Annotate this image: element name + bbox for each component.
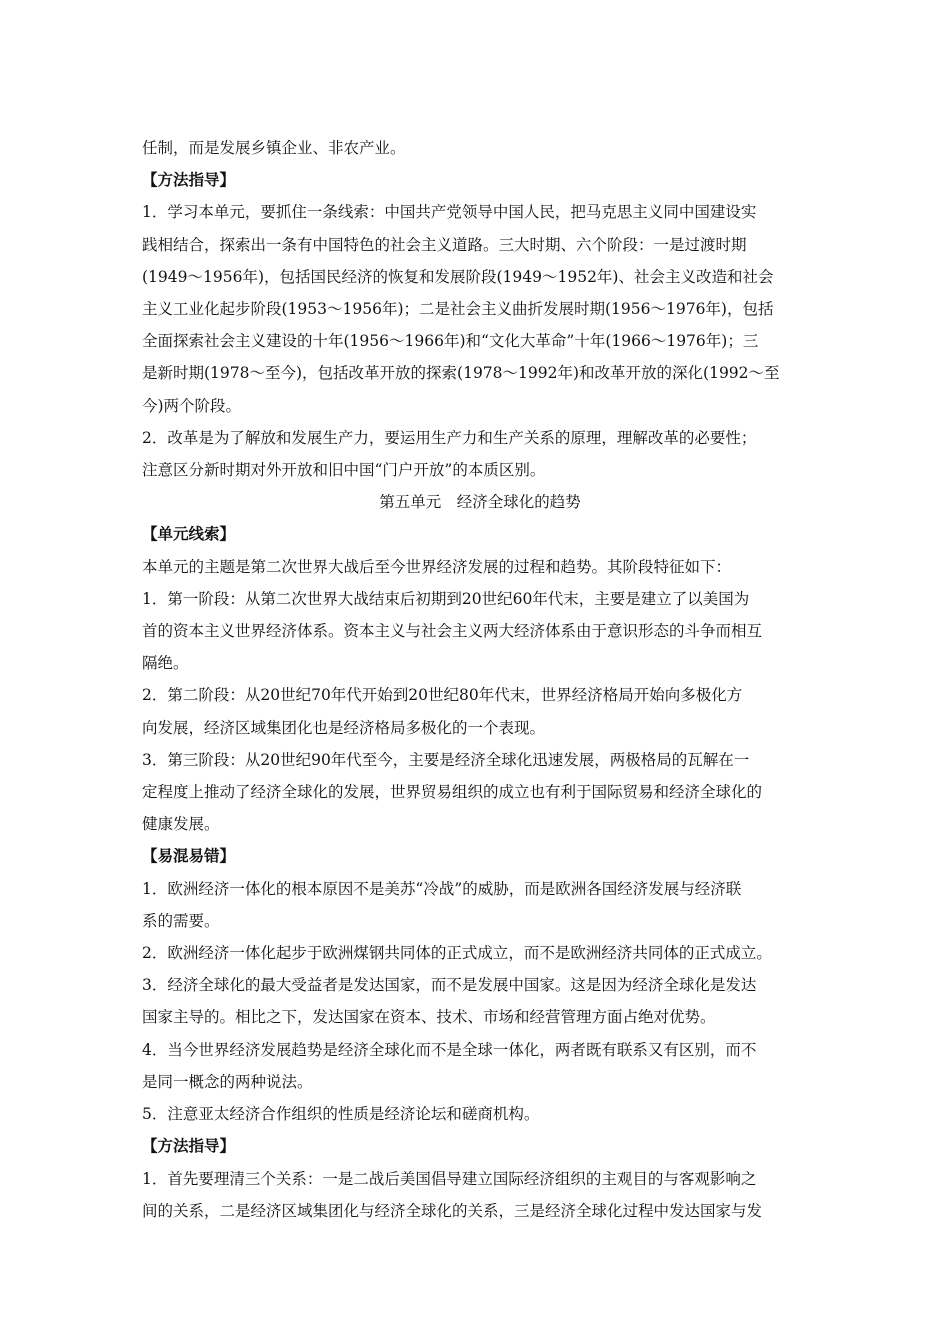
text-line: 系的需要。: [142, 911, 220, 930]
text-line: 是新时期(1978～至今)，包括改革开放的探索(1978～1992年)和改革开放的深化(1992～至: [142, 364, 780, 383]
text-line: 3．经济全球化的最大受益者是发达国家，而不是发展中国家。这是因为经济全球化是发达: [142, 976, 757, 995]
text-line: 间的关系，二是经济区域集团化与经济全球化的关系，三是经济全球化过程中发达国家与发: [142, 1201, 763, 1220]
text-line: 首的资本主义世界经济体系。资本主义与社会主义两大经济体系由于意识形态的斗争而相互: [142, 622, 763, 641]
text-line: 4．当今世界经济发展趋势是经济全球化而不是全球一体化，两者既有联系又有区别，而不: [142, 1040, 757, 1059]
text-line: 注意区分新时期对外开放和旧中国“门户开放”的本质区别。: [142, 461, 546, 480]
text-line: 1．首先要理清三个关系：一是二战后美国倡导建立国际经济组织的主观目的与客观影响之: [142, 1169, 757, 1188]
unit-title: 第五单元 经济全球化的趋势: [379, 493, 581, 512]
text-line: 5．注意亚太经济合作组织的性质是经济论坛和磋商机构。: [142, 1105, 540, 1124]
text-line: 2．第二阶段：从20世纪70年代开始到20世纪80年代末，世界经济格局开始向多极化方: [142, 686, 743, 705]
text-line: 健康发展。: [142, 815, 220, 834]
text-line: 2．改革是为了解放和发展生产力，要运用生产力和生产关系的原理，理解改革的必要性；: [142, 428, 757, 447]
text-line: 国家主导的。相比之下，发达国家在资本、技术、市场和经营管理方面占绝对优势。: [142, 1008, 716, 1027]
text-line: 定程度上推动了经济全球化的发展，世界贸易组织的成立也有利于国际贸易和经济全球化的: [142, 783, 763, 802]
text-line: 1．学习本单元，要抓住一条线索：中国共产党领导中国人民，把马克思主义同中国建设实: [142, 203, 757, 222]
text-line: 是同一概念的两种说法。: [142, 1072, 313, 1091]
text-line: 今)两个阶段。: [142, 396, 242, 415]
text-line: 践相结合，探索出一条有中国特色的社会主义道路。三大时期、六个阶段：一是过渡时期: [142, 235, 747, 254]
document-page: [142, 132, 818, 1227]
text-line: 向发展，经济区域集团化也是经济格局多极化的一个表现。: [142, 718, 546, 737]
text-line: 2．欧洲经济一体化起步于欧洲煤钢共同体的正式成立，而不是欧洲经济共同体的正式成立。: [142, 944, 772, 963]
text-line: 全面探索社会主义建设的十年(1956～1966年)和“文化大革命”十年(1966～1976年)；三: [142, 332, 759, 351]
text-line: 主义工业化起步阶段(1953～1956年)；二是社会主义曲折发展时期(1956～1976年)，包括: [142, 300, 774, 319]
section-heading-easy-mistakes: 【易混易错】: [142, 846, 236, 866]
text-line: 1．欧洲经济一体化的根本原因不是美苏“冷战”的威胁，而是欧洲各国经济发展与经济联: [142, 879, 742, 898]
text-line: 隔绝。: [142, 654, 189, 673]
text-line: 3．第三阶段：从20世纪90年代至今，主要是经济全球化迅速发展，两极格局的瓦解在一: [142, 750, 750, 769]
text-line: 1．第一阶段：从第二次世界大战结束后初期到20世纪60年代末，主要是建立了以美国为: [142, 589, 750, 608]
text-line: (1949～1956年)，包括国民经济的恢复和发展阶段(1949～1952年)、社会主义改造和社会: [142, 267, 774, 286]
text-line: 本单元的主题是第二次世界大战后至今世界经济发展的过程和趋势。其阶段特征如下：: [142, 557, 732, 576]
text-line: 任制，而是发展乡镇企业、非农产业。: [142, 139, 406, 157]
section-heading-method-guide: 【方法指导】: [142, 170, 236, 190]
section-heading-unit-clues: 【单元线索】: [142, 524, 236, 544]
section-heading-method-guide-2: 【方法指导】: [142, 1136, 236, 1156]
